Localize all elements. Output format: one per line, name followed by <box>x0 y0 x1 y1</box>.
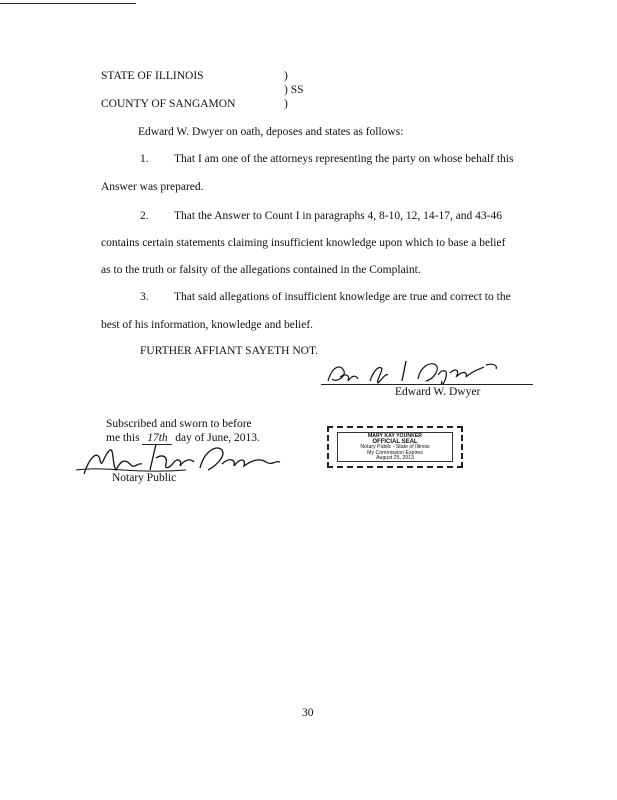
paragraph-2-line-2: contains certain statements claiming insufficient knowledge upon which to base a belief <box>101 237 506 249</box>
seal-state-line: Notary Public - State of Illinois <box>360 444 430 451</box>
venue-ss: ) SS <box>284 84 304 96</box>
page-number: 30 <box>302 707 314 719</box>
top-edge-line <box>0 3 136 4</box>
paragraph-2-line-1: That the Answer to Count I in paragraphs 4, 8-10, 12, 14-17, and 43-46 <box>174 210 503 222</box>
seal-notary-name: MARY KAY YOUNKER <box>367 433 423 439</box>
jurat-date: day of June, 2013. <box>175 432 260 444</box>
paragraph-2-line-3: as to the truth or falsity of the allegations contained in the Complaint. <box>101 264 421 276</box>
notary-signature <box>76 440 286 486</box>
paragraph-2-number: 2. <box>140 210 149 222</box>
seal-commission-line: My Commission Expires <box>367 449 423 456</box>
affiant-signature-line <box>321 384 533 385</box>
affiant-name: Edward W. Dwyer <box>395 386 481 398</box>
county-venue: COUNTY OF SANGAMON <box>101 98 236 110</box>
paragraph-1-line-1: That I am one of the attorneys representing the party on whose behalf this <box>174 153 514 165</box>
paragraph-3-line-2: best of his information, knowledge and belief. <box>101 319 314 331</box>
notary-seal-stamp <box>327 426 463 468</box>
further-affiant-statement: FURTHER AFFIANT SAYETH NOT. <box>140 345 319 357</box>
jurat-me-this: me this <box>106 432 140 444</box>
jurat-line-1: Subscribed and sworn to before <box>106 418 252 430</box>
seal-expiration-date: August 25, 2013 <box>376 455 414 462</box>
notary-public-label: Notary Public <box>112 472 177 484</box>
paragraph-1-line-2: Answer was prepared. <box>101 181 204 193</box>
venue-paren-top: ) <box>284 70 288 82</box>
paragraph-3-number: 3. <box>140 291 149 303</box>
jurat-day: 17th <box>142 432 172 445</box>
seal-title: OFFICIAL SEAL <box>372 438 418 445</box>
venue-paren-bottom: ) <box>284 98 288 110</box>
notary-seal-inner <box>337 432 453 462</box>
intro-statement: Edward W. Dwyer on oath, deposes and states as follows: <box>138 126 404 138</box>
affiant-signature <box>322 357 532 387</box>
paragraph-3-line-1: That said allegations of insufficient knowledge are true and correct to the <box>174 291 511 303</box>
state-venue: STATE OF ILLINOIS <box>101 70 204 82</box>
paragraph-1-number: 1. <box>140 153 149 165</box>
